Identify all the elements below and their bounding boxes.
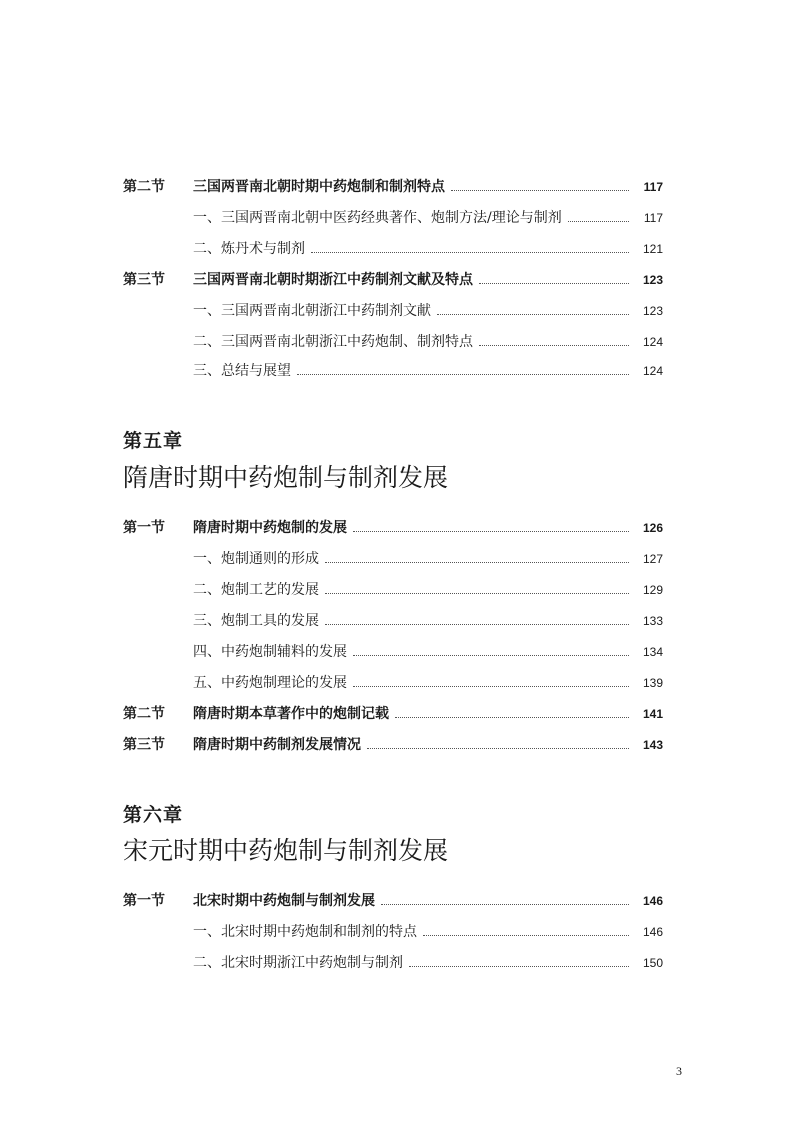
dot-leader <box>395 717 629 718</box>
section-number: 第三节 <box>123 737 165 753</box>
section-title: 隋唐时期本草著作中的炮制记载 <box>193 706 389 722</box>
page-number: 127 <box>642 552 663 566</box>
toc-item-row[interactable] <box>0 637 800 661</box>
toc-item-row[interactable] <box>0 668 800 692</box>
toc-item-row[interactable] <box>0 917 800 941</box>
item-title: 二、北宋时期浙江中药炮制与制剂 <box>193 955 403 971</box>
dot-leader <box>568 221 629 222</box>
section-number: 第三节 <box>123 272 165 288</box>
page-number: 146 <box>642 894 663 908</box>
item-title: 一、炮制通则的形成 <box>193 551 319 567</box>
dot-leader <box>325 624 629 625</box>
item-title: 一、三国两晋南北朝中医药经典著作、炮制方法/理论与制剂 <box>193 210 562 226</box>
toc-section-row[interactable] <box>0 730 800 754</box>
toc-section-row[interactable] <box>0 172 800 196</box>
dot-leader <box>325 562 629 563</box>
page-number: 121 <box>642 242 663 256</box>
item-title: 二、三国两晋南北朝浙江中药炮制、制剂特点 <box>193 334 473 350</box>
page-number: 126 <box>642 521 663 535</box>
chapter-title: 宋元时期中药炮制与制剂发展 <box>123 837 449 865</box>
item-title: 五、中药炮制理论的发展 <box>193 675 347 691</box>
toc-section-row[interactable] <box>0 265 800 289</box>
section-number: 第一节 <box>123 520 165 536</box>
toc-item-row[interactable] <box>0 296 800 320</box>
toc-item-row[interactable] <box>0 234 800 258</box>
toc-item-row[interactable] <box>0 575 800 599</box>
page-number: 124 <box>642 335 663 349</box>
toc-item-row[interactable] <box>0 544 800 568</box>
page-number: 141 <box>642 707 663 721</box>
section-number: 第二节 <box>123 706 165 722</box>
toc-item-row[interactable] <box>0 356 800 380</box>
toc-item-row[interactable] <box>0 203 800 227</box>
page-number: 124 <box>642 364 663 378</box>
item-title: 一、北宋时期中药炮制和制剂的特点 <box>193 924 417 940</box>
toc-item-row[interactable] <box>0 327 800 351</box>
toc-section-row[interactable] <box>0 886 800 910</box>
dot-leader <box>437 314 629 315</box>
dot-leader <box>381 904 629 905</box>
section-title: 隋唐时期中药制剂发展情况 <box>193 737 361 753</box>
page-number: 123 <box>642 273 663 287</box>
dot-leader <box>479 345 629 346</box>
page-number: 146 <box>642 925 663 939</box>
section-title: 三国两晋南北朝时期中药炮制和制剂特点 <box>193 179 445 195</box>
item-title: 一、三国两晋南北朝浙江中药制剂文献 <box>193 303 431 319</box>
item-title: 三、炮制工具的发展 <box>193 613 319 629</box>
page-number: 123 <box>642 304 663 318</box>
dot-leader <box>297 374 629 375</box>
item-title: 二、炮制工艺的发展 <box>193 582 319 598</box>
page-number: 117 <box>643 180 663 194</box>
dot-leader <box>353 531 629 532</box>
page-number: 143 <box>642 738 663 752</box>
section-title: 三国两晋南北朝时期浙江中药制剂文献及特点 <box>193 272 473 288</box>
dot-leader <box>451 190 629 191</box>
dot-leader <box>325 593 629 594</box>
page-number: 117 <box>643 211 663 225</box>
item-title: 二、炼丹术与制剂 <box>193 241 305 257</box>
item-title: 三、总结与展望 <box>193 363 291 379</box>
chapter-label: 第五章 <box>123 431 184 452</box>
chapter-title: 隋唐时期中药炮制与制剂发展 <box>123 464 449 492</box>
page-number: 129 <box>642 583 663 597</box>
dot-leader <box>479 283 629 284</box>
section-title: 隋唐时期中药炮制的发展 <box>193 520 347 536</box>
folio-page-number: 3 <box>676 1064 682 1078</box>
section-number: 第二节 <box>123 179 165 195</box>
page-number: 150 <box>642 956 663 970</box>
dot-leader <box>423 935 629 936</box>
page-number: 139 <box>642 676 663 690</box>
toc-item-row[interactable] <box>0 606 800 630</box>
page-number: 134 <box>642 645 663 659</box>
section-number: 第一节 <box>123 893 165 909</box>
section-title: 北宋时期中药炮制与制剂发展 <box>193 893 375 909</box>
toc-item-row[interactable] <box>0 948 800 972</box>
dot-leader <box>353 655 629 656</box>
dot-leader <box>353 686 629 687</box>
item-title: 四、中药炮制辅料的发展 <box>193 644 347 660</box>
chapter-label: 第六章 <box>123 805 184 826</box>
page-number: 133 <box>642 614 663 628</box>
dot-leader <box>311 252 629 253</box>
toc-section-row[interactable] <box>0 699 800 723</box>
toc-section-row[interactable] <box>0 513 800 537</box>
dot-leader <box>367 748 629 749</box>
dot-leader <box>409 966 629 967</box>
